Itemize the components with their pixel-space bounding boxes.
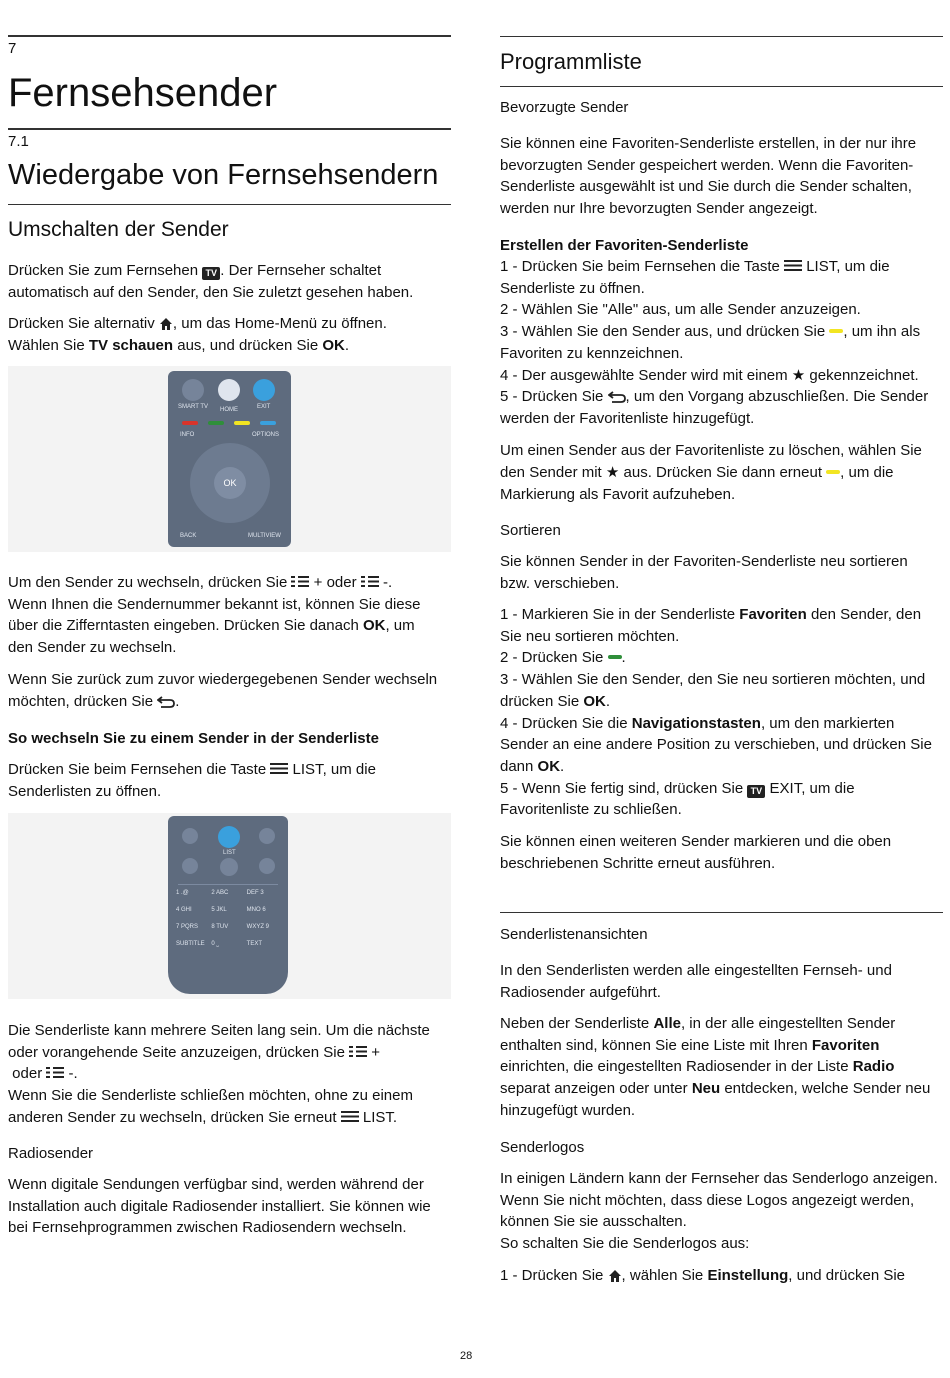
key-9: WXYZ 9 (246, 924, 269, 930)
heading-radio: Radiosender (8, 1145, 94, 1162)
channel-list-icon (349, 1046, 367, 1057)
text: Senderliste zu öffnen. (500, 279, 645, 297)
text: , und drücken Sie (788, 1267, 906, 1284)
red-key (182, 421, 198, 425)
step-logos-1 (500, 1265, 943, 1287)
star-icon: ★ (605, 463, 620, 481)
text: bei Fernsehprogrammen zwischen Radiosendern wechseln. (8, 1219, 407, 1237)
list-icon (270, 763, 288, 774)
text: oder (12, 1065, 47, 1083)
paragraph-4 (8, 669, 451, 712)
text: Drücken Sie alternativ (8, 315, 159, 332)
text: Wenn digitale Sendungen verfügbar sind, werden während der (8, 1176, 424, 1193)
smart-tv-button (182, 379, 204, 401)
text: , um die (801, 779, 855, 797)
chapter-rule (8, 35, 451, 37)
text: + oder (309, 574, 361, 591)
text: OK (362, 617, 386, 635)
text: Alle (653, 1015, 681, 1032)
text: Radio (852, 1058, 895, 1076)
tv-button (253, 379, 275, 401)
green-key-icon (608, 655, 622, 659)
text: den Sender zu wechseln. (8, 639, 177, 657)
paragraph-3 (8, 572, 451, 659)
text: Um einen Sender aus der Favoritenliste zu löschen, wählen Sie (500, 442, 922, 459)
paragraph-repeat (500, 831, 943, 874)
key-6: MNO 6 (246, 907, 266, 913)
list-icon (784, 260, 802, 271)
text: -. (378, 574, 393, 591)
text: , um die (840, 463, 894, 481)
yellow-key (234, 421, 250, 425)
key-5: 5 JKL (211, 907, 227, 913)
text: Neben der Senderliste (500, 1015, 654, 1032)
text: Wählen Sie (8, 336, 89, 354)
text: 2 - Wählen Sie "Alle" aus, um alle Sender anzuzeigen. (500, 301, 861, 319)
paragraph-logos (500, 1168, 943, 1255)
text: OK (537, 757, 561, 775)
exit-label: EXIT (257, 404, 271, 410)
text: Installation auch digitale Radiosender installiert. Sie können wie (8, 1197, 431, 1215)
text: So schalten Sie die Senderlogos aus: (500, 1235, 750, 1253)
heading-list-views: Senderlistenansichten (500, 926, 648, 943)
text: Senderliste ausgewählt ist und Sie durch die Sender schalten, (500, 178, 912, 196)
text: gekennzeichnet. (805, 366, 919, 384)
key-0: 0 ⎵ (211, 941, 219, 947)
text: -. (64, 1065, 78, 1083)
section-title: Wiedergabe von Fernsehsendern (8, 159, 439, 191)
chapter-title: Fernsehsender (8, 71, 278, 115)
star-icon: ★ (791, 366, 806, 384)
channel-list-icon (46, 1067, 64, 1078)
text: automatisch auf den Sender, den Sie zuletzt gesehen haben. (8, 283, 414, 301)
channel-down-button (259, 858, 275, 874)
text: , um den markierten (760, 714, 895, 732)
blue-key (260, 421, 276, 425)
text: In den Senderlisten werden alle eingestellten Fernseh- und (500, 962, 892, 979)
text: enthalten sind, können Sie eine Liste mit Ihren (500, 1036, 812, 1054)
text: möchten, drücken Sie (8, 692, 158, 710)
list-button (218, 826, 240, 848)
divider (178, 884, 278, 885)
home-icon (608, 1269, 622, 1283)
channel-list-icon (361, 576, 379, 587)
text: , wählen Sie (621, 1267, 708, 1284)
text: 3 - Wählen Sie den Sender aus, und drücken Sie (500, 323, 830, 341)
remote-image-list (8, 813, 451, 999)
text: drücken Sie (500, 692, 584, 710)
volume-up-button (182, 828, 198, 844)
heading-favorites: Bevorzugte Sender (500, 99, 629, 116)
key-subtitle: SUBTITLE (176, 941, 205, 947)
text: , um die (322, 761, 376, 778)
text: entdecken, welche Sender neu (720, 1080, 931, 1098)
text: Drücken Sie beim Fernsehen die Taste (8, 761, 271, 778)
text: den Sender mit (500, 463, 606, 481)
back-icon (157, 696, 175, 708)
heading-create-list: Erstellen der Favoriten-Senderliste (500, 237, 749, 254)
text: Wenn Ihnen die Sendernummer bekannt ist, können Sie diese (8, 595, 421, 613)
multiview-label: MULTIVIEW (248, 533, 281, 539)
text: Navigationstasten (631, 714, 761, 732)
text: Wenn Sie die Senderliste schließen möchten, ohne zu einem (8, 1087, 413, 1105)
volume-down-button (182, 858, 198, 874)
text: . (344, 336, 350, 354)
text: 1 - Drücken Sie beim Fernsehen die Taste (500, 258, 785, 275)
options-label: OPTIONS (252, 432, 280, 438)
text: 5 - Wenn Sie fertig sind, drücken Sie (500, 779, 748, 797)
text: 2 - Drücken Sie (500, 649, 608, 667)
text: Radiosender aufgeführt. (500, 983, 661, 1001)
text: Neu (691, 1080, 721, 1098)
text: , um den Vorgang abzuschließen. Die Sender (625, 388, 929, 406)
text: + (367, 1043, 381, 1061)
text: Favoriten (811, 1036, 880, 1054)
text: Um den Sender zu wechseln, drücken Sie (8, 574, 292, 591)
section-rule (8, 128, 451, 130)
text: dann (500, 757, 538, 775)
mute-button (220, 858, 238, 876)
smart-tv-label: SMART TV (178, 404, 209, 410)
text: werden der Favoritenliste hinzugefügt. (500, 410, 755, 428)
yellow-key-icon (829, 329, 843, 333)
page-number: 28 (460, 1350, 473, 1362)
text: separat anzeigen oder unter (500, 1080, 692, 1098)
text: Sie können einen weiteren Sender markieren und die oben (500, 833, 892, 850)
channel-up-button (259, 828, 275, 844)
key-2: 2 ABC (211, 890, 229, 896)
text: oder vorangehende Seite anzuzeigen, drücken Sie (8, 1043, 350, 1061)
green-key (208, 421, 224, 425)
text: den Sender, den (806, 606, 922, 623)
key-3: DEF 3 (246, 890, 264, 896)
key-7: 7 PQRS (176, 924, 199, 930)
heading-logos: Senderlogos (500, 1139, 585, 1156)
text: aus, und drücken Sie (173, 336, 323, 354)
text: 4 - Drücken Sie die (500, 714, 632, 732)
title-rule (500, 86, 943, 87)
tv-icon: TV (202, 267, 220, 280)
text: Favoriten zu kennzeichnen. (500, 344, 684, 362)
remote-body (168, 816, 288, 994)
info-label: INFO (180, 432, 195, 438)
text: Einstellung (707, 1267, 789, 1284)
list-icon (341, 1111, 359, 1122)
text: können Sie sie ausschalten. (500, 1213, 687, 1231)
text: über die Zifferntasten eingeben. Drücken Sie danach (8, 617, 363, 635)
text: Markierung als Favorit aufzuheben. (500, 485, 736, 503)
chapter-number: 7 (8, 40, 17, 57)
back-icon (608, 391, 626, 403)
steps-create (500, 256, 943, 430)
text: , um das Home-Menü zu öffnen. (172, 315, 387, 332)
text: 1 - Drücken Sie (500, 1267, 608, 1284)
ok-button: OK (214, 467, 246, 499)
yellow-key-icon (826, 470, 840, 474)
subsection-title: Umschalten der Sender (8, 218, 229, 241)
text: 4 - Der ausgewählte Sender wird mit einem (500, 366, 792, 384)
text: . Der Fernseher schaltet (220, 262, 382, 279)
home-button (218, 379, 240, 401)
text: bevorzugten Sender gespeichert werden. Wenn die Favoriten- (500, 156, 914, 174)
paragraph-2 (8, 313, 451, 356)
paragraph-views-1 (500, 960, 943, 1003)
text: hinzugefügt wurden. (500, 1101, 636, 1119)
text: Sie neu sortieren möchten. (500, 627, 680, 645)
text: beschriebenen Schritte erneut ausführen. (500, 854, 776, 872)
text: Wenn Sie zurück zum zuvor wiedergegebenen Sender wechseln (8, 671, 438, 688)
text: LIST (362, 1108, 393, 1126)
steps-sort (500, 604, 943, 821)
text: TV schauen (88, 336, 174, 354)
text: . (392, 1108, 398, 1126)
text: , in der alle eingestellten Sender (680, 1015, 896, 1032)
heading-sort: Sortieren (500, 522, 561, 539)
key-4: 4 GHI (176, 907, 192, 913)
text: bzw. verschieben. (500, 574, 620, 592)
sub-rule (8, 204, 451, 205)
text: 1 - Markieren Sie in der Senderliste (500, 606, 740, 623)
paragraph-fav (500, 133, 943, 220)
home-icon (159, 317, 173, 331)
paragraph-5 (8, 759, 451, 802)
text: Sie können Sender in der Favoriten-Senderliste neu sortieren (500, 553, 908, 570)
text: Senderlisten zu öffnen. (8, 782, 162, 800)
section-number: 7.1 (8, 133, 29, 150)
key-1: 1 .@ (176, 890, 189, 896)
key-text: TEXT (246, 941, 262, 947)
back-label: BACK (180, 533, 197, 539)
paragraph-sort (500, 551, 943, 594)
home-label: HOME (220, 407, 238, 413)
text: werden nur Ihre bevorzugten Sender angezeigt. (500, 200, 818, 218)
text: OK (583, 692, 606, 710)
text: . (560, 757, 565, 775)
text: . (175, 692, 180, 710)
paragraph-views-2 (500, 1013, 943, 1122)
paragraph-7 (8, 1174, 451, 1239)
text: In einigen Ländern kann der Fernseher das Senderlogo anzeigen. (500, 1170, 938, 1187)
tv-icon: TV (747, 785, 765, 798)
text: aus. Drücken Sie dann erneut (619, 463, 827, 481)
remote-image-navigation (8, 366, 451, 552)
paragraph-1 (8, 260, 451, 303)
text: Sender an eine andere Position zu verschieben, und drücken Sie (500, 736, 932, 754)
text: OK (322, 336, 345, 354)
top-rule (500, 36, 943, 37)
text: LIST (292, 761, 323, 778)
text: 5 - Drücken Sie (500, 388, 608, 406)
paragraph-6 (8, 1020, 451, 1129)
text: einrichten, die eingestellten Radiosender in der Liste (500, 1058, 853, 1076)
text: Favoritenliste zu schließen. (500, 801, 682, 819)
remote-body (168, 371, 291, 547)
text: . (605, 692, 611, 710)
key-8: 8 TUV (211, 924, 229, 930)
text: LIST (806, 258, 837, 275)
text: , um ihn als (843, 323, 921, 341)
page-title: Programmliste (500, 49, 642, 74)
text: Drücken Sie zum Fernsehen (8, 262, 203, 279)
text: , um (385, 617, 415, 635)
list-label: LIST (223, 850, 236, 856)
paragraph-remove (500, 440, 943, 505)
text: Wenn Sie nicht möchten, dass diese Logos angezeigt werden, (500, 1191, 915, 1209)
text: Sie können eine Favoriten-Senderliste erstellen, in der nur ihre (500, 135, 917, 152)
views-rule (500, 912, 943, 913)
text: , um die (836, 258, 890, 275)
channel-list-icon (291, 576, 309, 587)
text: Die Senderliste kann mehrere Seiten lang sein. Um die nächste (8, 1022, 430, 1039)
text: . (621, 649, 626, 667)
text: EXIT (769, 779, 802, 797)
text: 3 - Wählen Sie den Sender, den Sie neu sortieren möchten, und (500, 671, 926, 689)
heading-channel-list: So wechseln Sie zu einem Sender in der Senderliste (8, 730, 379, 747)
text: anderen Sender zu wechseln, drücken Sie erneut (8, 1108, 341, 1126)
text: Favoriten (739, 606, 807, 623)
